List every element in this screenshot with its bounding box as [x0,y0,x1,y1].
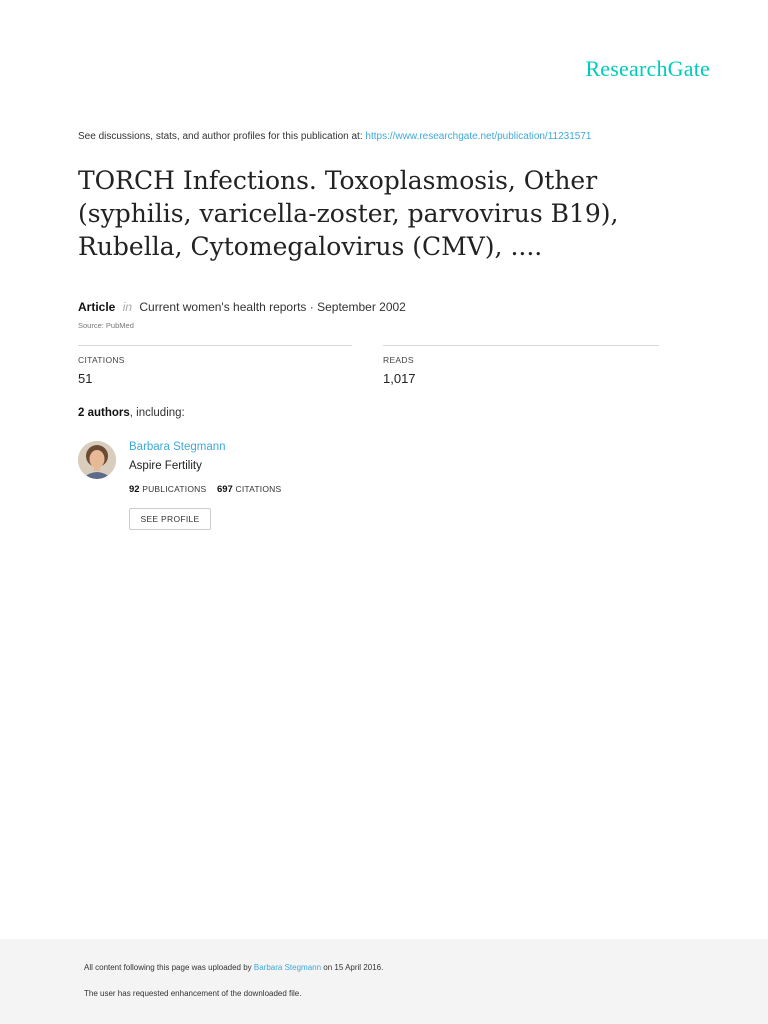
uploader-link[interactable]: Barbara Stegmann [253,963,322,972]
enhancement-note: The user has requested enhancement of the downloaded file. [84,989,302,998]
discussion-text: See discussions, stats, and author profiles for this publication at: [78,131,366,142]
uploaded-prefix: All content following this page was uploaded by [84,963,254,972]
reads-label: READS [383,355,414,365]
authors-heading [78,407,185,419]
author-affiliation: Aspire Fertility [129,460,202,472]
author-publications-label: PUBLICATIONS [142,484,207,494]
author-publications-count: 92 [129,484,140,495]
publication-title: TORCH Infections. Toxoplasmosis, Other (syphilis, varicella-zoster, parvovirus B19), Rubella, Cytomegalovirus (CMV), .... [78,166,619,261]
author-photo-icon [78,441,116,479]
discussion-line [78,131,591,142]
journal-name[interactable]: Current women's health reports [139,300,307,314]
author-name-link[interactable]: Barbara Stegmann [129,441,226,453]
citations-value: 51 [78,371,93,386]
author-citations-count: 697 [216,484,233,495]
in-label: in [122,300,133,314]
author-stats [129,484,289,495]
publication-meta [78,300,406,314]
authors-count: 2 authors [78,407,130,419]
researchgate-logo[interactable]: ResearchGate [585,56,710,81]
reads-value: 1,017 [383,371,416,386]
page-footer [0,939,768,1024]
citations-label: CITATIONS [78,355,125,365]
publication-type: Article [78,300,116,314]
reads-stat [383,345,659,386]
author-citations-label: CITATIONS [235,484,282,494]
authors-suffix: , including: [129,407,185,419]
publication-url-link[interactable]: https://www.researchgate.net/publication/11231571 [365,131,592,142]
author-avatar[interactable] [78,441,116,479]
meta-separator: · [306,300,318,314]
see-profile-button[interactable]: SEE PROFILE [129,508,211,530]
publication-date: September 2002 [317,300,406,314]
publication-source: Source: PubMed [78,321,134,330]
uploaded-note [84,963,383,972]
citations-stat [78,345,352,386]
uploaded-suffix: on 15 April 2016. [321,963,384,972]
